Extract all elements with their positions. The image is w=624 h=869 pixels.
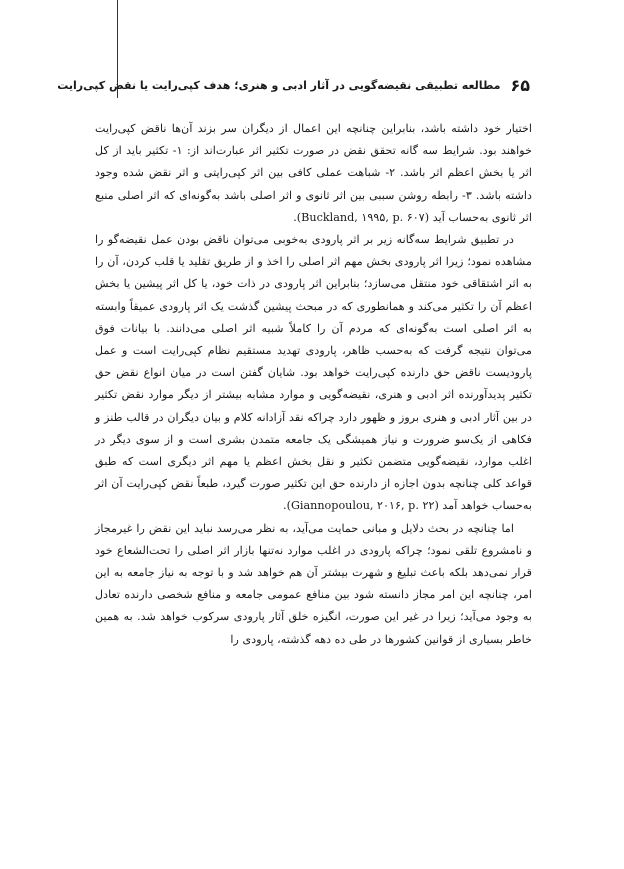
- running-header: [57, 74, 530, 96]
- paragraph: اما چنانچه در بحث دلایل و مبانی حمایت می‌آید، به نظر می‌رسد نباید این نقض را غیرمجاز و نامشروع تلقی نمود؛ چراکه پارودی در اغلب موارد نه‌تنها بازار اثر اصلی را تحت‌الشعاع خود قرار نمی‌دهد بلکه باعث تبلیغ و شهرت بیشتر آن هم خواهد شد و با توجه به نیاز جامعه به این امر، چنانچه این امر مجاز دانسته شود بین منافع عمومی جامعه و منافع شخصی دارنده تعادل به وجود می‌آید؛ زیرا در غیر این صورت، انگیزه خلق آثار پارودی سرکوب خواهد شد. به همین خاطر بسیاری از قوانین کشورها در طی ده دهه گذشته، پارودی را: [95, 521, 532, 646]
- paragraph: اختیار خود داشته باشد، بنابراین چنانچه این اعمال از دیگران سر بزند آن‌ها ناقض کپی‌رایت خواهند بود. شرایط سه گانه تحقق نقض در صورت تکثیر اثر عبارت‌اند از: ۱- تکثیر باید از کل اثر یا بخش اعظم اثر باشد. ۲- شباهت عملی کافی بین اثر کپی‌رایتی و اثر نقض شده وجود داشته باشد. ۳- رابطه روشن سببی بین اثر ثانوی و اثر اصلی باشد به‌گونه‌ای که اثر اصلی منبع اثر ثانوی به‌حساب آید (Buckland, ۱۹۹۵, p. ۶۰۷).: [95, 122, 532, 224]
- body-text: [95, 118, 532, 651]
- page-number: ۶۵: [510, 75, 530, 95]
- paragraph: در تطبیق شرایط سه‌گانه زیر بر اثر پارودی به‌خوبی می‌توان ناقض بودن عمل نقیضه‌گو را مشاهده نمود؛ زیرا اثر پارودی بخش مهم اثر اصلی را اخذ و از طریق تقلید یا قلب کردن، آن را به اثر اشتقاقی خود منتقل می‌سازد؛ بنابراین اثر پارودی در ذات خود، یا کل اثر پیشین یا بخش اعظم آن را تکثیر می‌کند و همانطوری که در مبحث پیشین گذشت یک اثر پارودی عمیقاً وابسته به اثر اصلی است به‌گونه‌ای که مردم آن را کاملاً شبیه اثر اصلی می‌دانند. با بیانات فوق می‌توان نتیجه گرفت که به‌حسب ظاهر، پارودی تهدید مستقیم نظام کپی‌رایت است و عمل پارودیست ناقض حق دارنده کپی‌رایت خواهد بود. شایان گفتن است در میان انواع نقض حق تکثیر پدیدآورنده اثر ادبی و هنری، نقیضه‌گویی و موارد مشابه بیشتر از دیگر موارد نقض تکثیر در بین آثار ادبی و هنری بروز و ظهور دارد چراکه نقد آزادانه کلام و بیان دیگران در قالب طنز و فکاهی از یک‌سو ضرورت و نیاز همیشگی یک جامعه متمدن بشری است و از سوی دیگر در اغلب موارد، نقیضه‌گویی متضمن تکثیر و نقل بخش اعظم یا مهم اثر دیگری است که طبق قواعد کلی چنانچه بدون اجازه از دارنده حق این تکثیر صورت گیرد، طبعاً نقض کپی‌رایت آن اثر به‌حساب خواهد آمد (Giannopoulou, ۲۰۱۶, p. ۲۲).: [95, 233, 532, 513]
- running-title: مطالعه تطبیقی نقیضه‌گویی در آثار ادبی و هنری؛ هدف کپی‌رایت یا نقض کپی‌رایت: [57, 78, 501, 92]
